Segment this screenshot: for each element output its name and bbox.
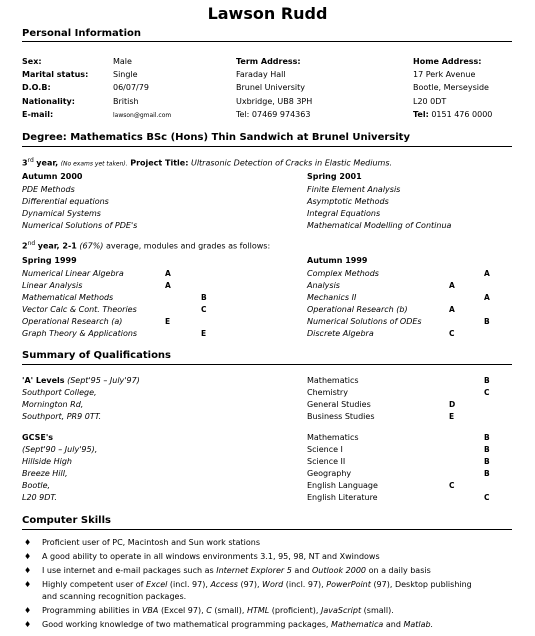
grade: B xyxy=(484,457,490,466)
grade: E xyxy=(165,317,171,326)
label-nationality: Nationality: xyxy=(22,97,75,106)
skill-text: and xyxy=(385,620,401,629)
skill-software: Access xyxy=(210,580,238,589)
skill-text: Good working knowledge of two mathematical programming packages, xyxy=(42,620,329,629)
term-tel: Tel: 07469 974363 xyxy=(236,110,311,119)
a-level-dates: (Sept'95 – July'97) xyxy=(67,376,140,385)
grade: E xyxy=(449,412,455,421)
skill-software: Excel xyxy=(146,580,168,589)
computer-skills-heading: Computer Skills xyxy=(22,515,111,526)
home-tel-number: 0151 476 0000 xyxy=(431,110,493,119)
skill-item: A good ability to operate in all windows environments 3.1, 95, 98, NT and Xwindows xyxy=(42,552,380,561)
second-year-prefix: 2 xyxy=(22,241,28,251)
cv-name: Lawson Rudd xyxy=(207,4,328,23)
home-tel-label: Tel: xyxy=(413,110,429,119)
bullet-icon: ♦ xyxy=(24,620,32,629)
skill-text: Programming abilities in xyxy=(42,606,140,615)
grade: B xyxy=(201,293,207,302)
skill-language: HTML xyxy=(246,606,270,615)
third-year-sup: rd xyxy=(27,157,34,164)
project-title: Ultrasonic Detection of Cracks in Elastic Mediums. xyxy=(190,158,393,168)
skill-text: and xyxy=(294,566,310,575)
home-tel xyxy=(413,110,492,119)
school-line: Southport, PR9 0TT. xyxy=(22,412,102,421)
grade: C xyxy=(201,305,207,314)
label-marital: Marital status: xyxy=(22,70,89,79)
subject: Business Studies xyxy=(307,412,375,421)
second-year-label: year, 2-1 xyxy=(37,241,77,251)
skill-item: Proficient user of PC, Macintosh and Sun work stations xyxy=(42,538,261,547)
bullet-icon: ♦ xyxy=(24,580,32,589)
label-sex: Sex: xyxy=(22,57,42,66)
module: Finite Element Analysis xyxy=(307,185,401,194)
section-rule xyxy=(22,529,512,530)
third-year-label: year, xyxy=(36,158,59,168)
subject: English Language xyxy=(307,481,378,490)
skill-software: Word xyxy=(262,580,284,589)
skill-item xyxy=(42,620,433,629)
grade: B xyxy=(484,376,490,385)
a-level-title: 'A' Levels xyxy=(22,376,65,385)
gcse-title: GCSE's xyxy=(22,433,54,442)
skill-text: (small), xyxy=(214,606,245,615)
module: Mathematical Methods xyxy=(22,293,114,302)
module: Mechanics II xyxy=(307,293,357,302)
module: Complex Methods xyxy=(307,269,379,278)
subject: Geography xyxy=(307,469,352,478)
module: Integral Equations xyxy=(307,209,381,218)
skill-software: Internet Explorer 5 xyxy=(216,566,292,575)
second-year-sup: nd xyxy=(27,240,36,247)
a-level-title-line xyxy=(22,376,140,385)
value-email[interactable]: lawson@gmail.com xyxy=(113,112,172,119)
subject: Science II xyxy=(307,457,346,466)
term-address-heading: Term Address: xyxy=(236,57,301,66)
grade: C xyxy=(484,493,490,502)
bullet-icon: ♦ xyxy=(24,538,32,547)
school-line: Southport College, xyxy=(22,388,97,397)
subject: Science I xyxy=(307,445,343,454)
second-year-description: average, modules and grades as follows: xyxy=(105,241,271,251)
subject: Mathematics xyxy=(307,376,359,385)
spring-2001-heading: Spring 2001 xyxy=(307,172,362,181)
value-marital: Single xyxy=(113,70,138,79)
label-dob: D.O.B: xyxy=(22,83,51,92)
module: Numerical Linear Algebra xyxy=(22,269,124,278)
skill-text: Highly competent user of xyxy=(42,580,144,589)
skill-language: C xyxy=(206,606,212,615)
grade: A xyxy=(165,269,171,278)
second-year-line xyxy=(22,240,270,251)
term-address-line: Brunel University xyxy=(236,83,305,92)
subject: English Literature xyxy=(307,493,378,502)
label-email: E-mail: xyxy=(22,110,54,119)
module: Operational Research (a) xyxy=(22,317,123,326)
home-address-heading: Home Address: xyxy=(413,57,482,66)
qualifications-heading: Summary of Qualifications xyxy=(22,350,172,361)
skill-language: JavaScript xyxy=(321,606,362,615)
grade: C xyxy=(449,329,455,338)
skill-language: VBA xyxy=(141,606,159,615)
module: Asymptotic Methods xyxy=(307,197,389,206)
grade: A xyxy=(449,305,455,314)
skill-item xyxy=(42,580,472,589)
grade: B xyxy=(484,445,490,454)
skill-software: Matlab. xyxy=(403,620,434,629)
degree-heading: Degree: Mathematics BSc (Hons) Thin Sandwich at Brunel University xyxy=(22,132,410,143)
gcse-dates: (Sept'90 – July'95), xyxy=(22,445,98,454)
school-line: Hillside High xyxy=(22,457,73,466)
value-dob: 06/07/79 xyxy=(113,83,149,92)
grade: D xyxy=(449,400,456,409)
module: Discrete Algebra xyxy=(307,329,374,338)
bullet-icon: ♦ xyxy=(24,606,32,615)
skill-item xyxy=(42,566,431,575)
module: PDE Methods xyxy=(22,185,75,194)
skill-software: Mathematica xyxy=(331,620,384,629)
grade: C xyxy=(484,388,490,397)
skill-item xyxy=(42,606,394,615)
section-rule xyxy=(22,41,512,42)
skill-software: PowerPoint xyxy=(326,580,371,589)
grade: B xyxy=(484,433,490,442)
second-year-percent: (67%) xyxy=(79,241,104,251)
bullet-icon: ♦ xyxy=(24,552,32,561)
third-year-prefix: 3 xyxy=(22,158,28,168)
home-address-line: Bootle, Merseyside xyxy=(413,83,489,92)
value-sex: Male xyxy=(113,57,132,66)
skill-text: on a daily basis xyxy=(368,566,431,575)
skill-text: (small). xyxy=(363,606,394,615)
skill-item-continuation: and scanning recognition packages. xyxy=(42,592,187,601)
module: Graph Theory & Applications xyxy=(22,329,138,338)
grade: A xyxy=(165,281,171,290)
grade: A xyxy=(449,281,455,290)
section-rule xyxy=(22,364,512,365)
module: Differential equations xyxy=(22,197,109,206)
skill-text: (proficient), xyxy=(271,606,319,615)
school-line: L20 9DT. xyxy=(22,493,57,502)
subject: Chemistry xyxy=(307,388,348,397)
third-year-line xyxy=(22,157,392,168)
grade: E xyxy=(201,329,207,338)
module: Numerical Solutions of PDE's xyxy=(22,221,138,230)
module: Analysis xyxy=(307,281,340,290)
value-nationality: British xyxy=(113,97,139,106)
module: Mathematical Modelling of Continua xyxy=(307,221,452,230)
grade: A xyxy=(484,293,490,302)
subject: General Studies xyxy=(307,400,371,409)
section-rule xyxy=(22,146,512,147)
home-address-line: L20 0DT xyxy=(413,97,447,106)
grade: B xyxy=(484,317,490,326)
skill-text: (Excel 97), xyxy=(160,606,204,615)
module: Numerical Solutions of ODEs xyxy=(307,317,422,326)
home-address-line: 17 Perk Avenue xyxy=(413,70,476,79)
skill-software: Outlook 2000 xyxy=(311,566,367,575)
personal-heading: Personal Information xyxy=(22,28,141,39)
school-line: Mornington Rd, xyxy=(22,400,84,409)
autumn-2000-heading: Autumn 2000 xyxy=(22,172,83,181)
subject: Mathematics xyxy=(307,433,359,442)
grade: C xyxy=(449,481,455,490)
skill-text: (97), xyxy=(240,580,260,589)
module: Vector Calc & Cont. Theories xyxy=(22,305,137,314)
grade: B xyxy=(484,469,490,478)
school-line: Breeze Hill, xyxy=(22,469,68,478)
module: Linear Analysis xyxy=(22,281,83,290)
term-address-line: Faraday Hall xyxy=(236,70,286,79)
bullet-icon: ♦ xyxy=(24,566,32,575)
skill-text: (incl. 97), xyxy=(169,580,208,589)
module: Operational Research (b) xyxy=(307,305,408,314)
autumn-1999-heading: Autumn 1999 xyxy=(307,256,368,265)
module: Dynamical Systems xyxy=(22,209,101,218)
spring-1999-heading: Spring 1999 xyxy=(22,256,77,265)
term-address-line: Uxbridge, UB8 3PH xyxy=(236,97,313,106)
project-title-label: Project Title: xyxy=(130,158,189,168)
skill-text: I use internet and e-mail packages such as xyxy=(42,566,214,575)
grade: A xyxy=(484,269,490,278)
skill-text: (incl. 97), xyxy=(285,580,324,589)
no-exams-note: (No exams yet taken). xyxy=(60,160,128,168)
school-line: Bootle, xyxy=(22,481,51,490)
skill-text: (97), Desktop publishing xyxy=(373,580,472,589)
